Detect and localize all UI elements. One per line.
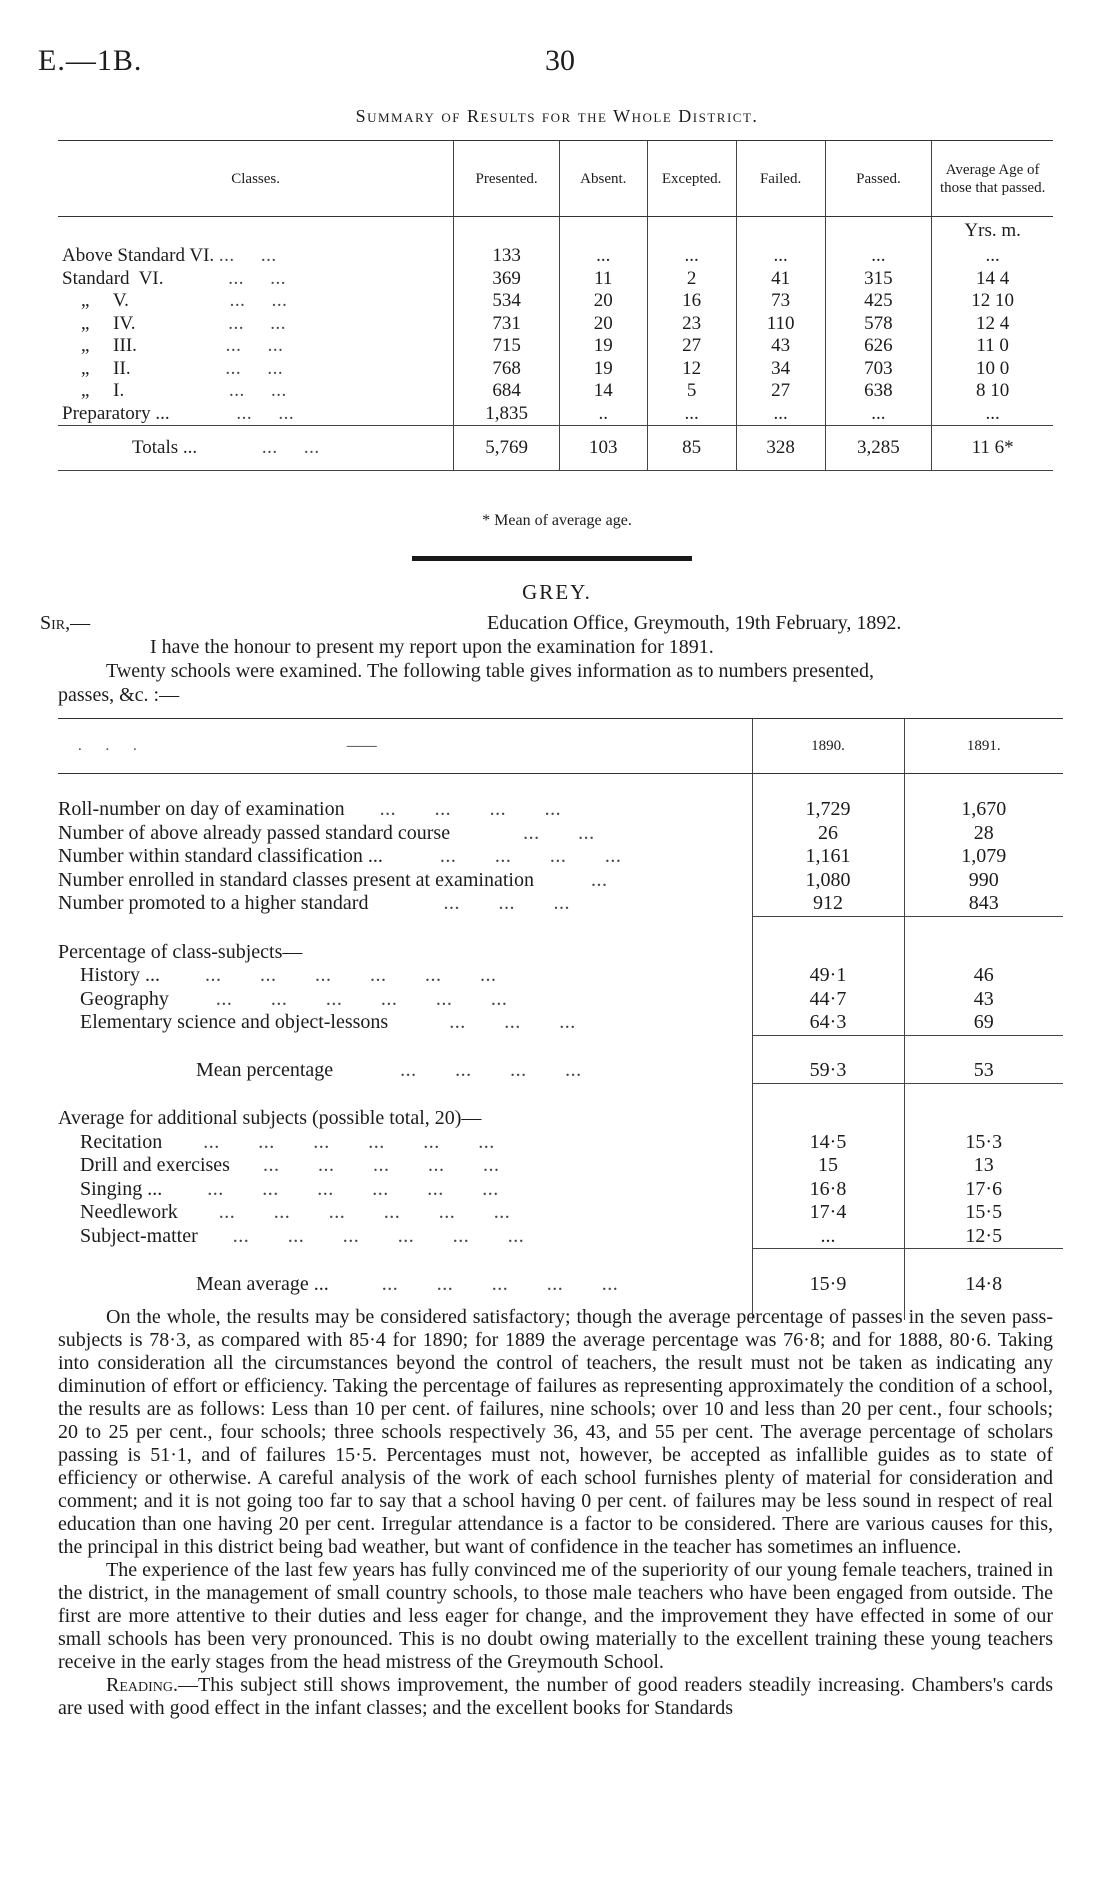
summary-caption: Summary of Results for the Whole District. <box>355 106 759 126</box>
paragraph: Reading.—This subject still shows improvement, the number of good readers steadily increasing. Chambers's cards are used with good effect in the infant classes; and the excellent books for Standards <box>58 1674 1053 1719</box>
section-divider <box>412 556 692 561</box>
paragraph: The experience of the last few years has fully convinced me of the superiority of our young female teachers, trained in the district, in the management of small country schools, to those male teachers who have been engaged from outside. The first are more attentive to their duties and less eager for change, and the improvement they have effected in some of our small schools has been very pronounced. This is no doubt owing materially to the excellent training these young teachers receive in the early stages from the head mistress of the Greymouth School. <box>58 1559 1053 1673</box>
col-average-age: Average Age of those that passed. <box>932 141 1053 217</box>
units-row <box>58 217 1053 246</box>
totals-row: Totals ... ... ... 5,769 103 85 328 3,285 11 6* <box>58 426 1053 471</box>
row-label: Above Standard VI. <box>62 245 215 266</box>
table-row: Roll-number on day of examination ... ... ... ... 1,729 1,670 <box>58 798 1063 822</box>
table-row: Preparatory ... ... ... 1,835 .. ... ... ... ... <box>58 403 1053 426</box>
row-label: „ I. <box>62 380 125 401</box>
summary-footnote: * Mean of average age. <box>482 512 632 529</box>
table-row: Number enrolled in standard classes present at examination ... 1,080 990 <box>58 869 1063 893</box>
table-row: „ IV. ... ... 731 20 23 110 578 12 4 <box>58 313 1053 336</box>
table-row: „ I. ... ... 684 14 5 27 638 8 10 <box>58 380 1053 403</box>
table-row: Needlework ... ... ... ... ... ... 17·4 15·5 <box>58 1201 1063 1225</box>
table-row: History ... ... ... ... ... ... ... 49·1 46 <box>58 964 1063 988</box>
summary-table <box>58 140 1053 471</box>
col-passed: Passed. <box>825 141 932 217</box>
group-heading: Average for additional subjects (possible total, 20)— <box>58 1107 1063 1131</box>
paragraph: On the whole, the results may be considered satisfactory; though the average percentage of passes in the seven pass-subjects is 78·3, as compared with 85·4 for 1890; for 1889 the average percentage was 76·8; and for 1888, 80·6. Taking into consideration all the circumstances beyond the control of teachers, the result must not be taken as indicating any diminution of effort or efficiency. Taking the percentage of failures as representing approximately the condition of a school, the results are as follows: Less than 10 per cent. of failures, nine schools; over 10 and less than 20 per cent., four schools; 20 to 25 per cent., four schools; three schools respectively 36, 43, and 55 per cent. The average percentage of scholars passing is 51·1, and of failures 15·5. Percentages must not, however, be accepted as infallible guides as to state of efficiency or otherwise. A careful analysis of the work of each school furnishes plenty of material for consideration and comment; and it is not going too far to say that a school having 0 per cent. of failures may be less sound in respect of real education than one having 20 per cent. Irregular attendance is a factor to be considered. There are various causes for this, the principal in this district being bad weather, but want of confidence in the teacher has sometimes an influence. <box>58 1306 1053 1558</box>
table-row: „ II. ... ... 768 19 12 34 703 10 0 <box>58 358 1053 381</box>
table-row: Geography ... ... ... ... ... ... 44·7 43 <box>58 988 1063 1012</box>
col-failed: Failed. <box>736 141 825 217</box>
table-row: Number within standard classification ... ... ... ... ... 1,161 1,079 <box>58 845 1063 869</box>
col-1891: 1891. <box>904 719 1063 774</box>
row-label: „ II. <box>62 357 131 379</box>
table-row: Subject-matter ... ... ... ... ... ... ... 12·5 <box>58 1225 1063 1249</box>
col-presented: Presented. <box>454 141 560 217</box>
section-title: GREY. <box>522 580 592 604</box>
row-label: „ IV. <box>62 312 136 334</box>
salutation: Sir,— <box>40 612 91 634</box>
col-absent: Absent. <box>559 141 647 217</box>
mean-percentage-row: Mean percentage ... ... ... ... 59·3 53 <box>58 1059 1063 1083</box>
age-units: Yrs. m. <box>932 217 1053 246</box>
page-number: 30 <box>545 44 575 77</box>
totals-label: Totals ... <box>132 436 198 458</box>
mean-average-row: Mean average ... ... ... ... ... ... 15·9 14·8 <box>58 1273 1063 1297</box>
dateline: Education Office, Greymouth, 19th February, 1892. <box>487 612 902 634</box>
group-heading: Percentage of class-subjects— <box>58 941 1063 965</box>
col-1890: 1890. <box>752 719 904 774</box>
row-label: „ V. <box>62 290 129 311</box>
intro-line-3: passes, &c. :— <box>58 684 180 706</box>
table-row: Elementary science and object-lessons ... ... ... 64·3 69 <box>58 1011 1063 1035</box>
summary-header-row <box>58 141 1053 217</box>
row-label: Preparatory ... <box>62 402 170 424</box>
table-row: Standard VI. ... ... 369 11 2 41 315 14 4 <box>58 268 1053 291</box>
statistics-header-row <box>58 719 1063 774</box>
table-row: Drill and exercises ... ... ... ... ... 15 13 <box>58 1154 1063 1178</box>
table-row: Recitation ... ... ... ... ... ... 14·5 15·3 <box>58 1131 1063 1155</box>
table-row: Above Standard VI. ... ... 133 ... ... ... ... ... <box>58 245 1053 268</box>
paragraph-heading: Reading. <box>106 1674 178 1696</box>
document-reference: E.—1B. <box>38 44 143 77</box>
statistics-table <box>58 718 1063 1320</box>
row-label: „ III. <box>62 335 137 356</box>
col-excepted: Excepted. <box>647 141 736 217</box>
table-row: Number of above already passed standard course ... ... 26 28 <box>58 822 1063 846</box>
table-row: Number promoted to a higher standard ... ... ... 912 843 <box>58 892 1063 916</box>
row-label: Standard VI. <box>62 267 164 289</box>
col-classes: Classes. <box>58 141 454 217</box>
report-body <box>58 1306 1053 1720</box>
intro-line-1: I have the honour to present my report upon the examination for 1891. <box>150 636 714 658</box>
col-description: . . . —— <box>58 719 752 774</box>
table-row: „ III. ... ... 715 19 27 43 626 11 0 <box>58 335 1053 358</box>
table-row: Singing ... ... ... ... ... ... ... 16·8 17·6 <box>58 1178 1063 1202</box>
table-row: „ V. ... ... 534 20 16 73 425 12 10 <box>58 290 1053 313</box>
intro-line-2: Twenty schools were examined. The following table gives information as to numbers presented, <box>106 660 875 682</box>
